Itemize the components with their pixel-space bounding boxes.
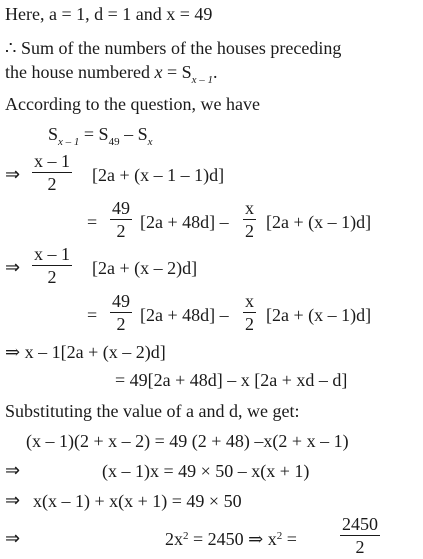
denominator: 2 <box>245 221 254 241</box>
text-part: = S <box>162 62 192 82</box>
denominator: 2 <box>245 314 254 334</box>
denominator: 2 <box>116 221 126 241</box>
equation-step-4-end: [2a + (x – 1)d] <box>266 305 372 325</box>
house-number-line <box>5 61 218 86</box>
denominator: 2 <box>47 267 57 287</box>
implies-arrow: ⇒ <box>5 257 21 278</box>
equals-sign: = <box>87 305 98 325</box>
implies-arrow: ⇒ <box>5 528 21 549</box>
text-part: = 2450 ⇒ x <box>188 529 277 549</box>
equation-step-4-mid: [2a + 48d] – <box>140 305 229 325</box>
numerator: x <box>245 291 254 311</box>
given-values-line: Here, a = 1, d = 1 and x = 49 <box>5 4 213 24</box>
text-part: . <box>213 62 218 82</box>
implies-arrow: ⇒ <box>5 460 21 481</box>
sum-statement-line: ∴ Sum of the numbers of the houses preceding <box>5 38 342 58</box>
equals-sign: = <box>87 212 98 232</box>
equation-step-2-end: [2a + (x – 1)d] <box>266 212 372 232</box>
equation-step-3: [2a + (x – 2)d] <box>92 258 198 278</box>
fraction-x-minus-1 <box>32 243 72 288</box>
numerator: x – 1 <box>34 151 70 171</box>
numerator: 2450 <box>342 514 378 534</box>
numerator: x – 1 <box>34 244 70 264</box>
subscript: x – 1 <box>191 74 214 86</box>
fraction-49 <box>110 290 132 335</box>
numerator: 49 <box>112 198 130 218</box>
superscript: 2 <box>276 530 283 542</box>
equation-step-2-mid: [2a + 48d] – <box>140 212 229 232</box>
equation-step-7: (x – 1)(2 + x – 2) = 49 (2 + 48) –x(2 + x – 1) <box>26 431 349 451</box>
equation-step-8: (x – 1)x = 49 × 50 – x(x + 1) <box>102 461 310 481</box>
variable-x: x <box>154 62 163 82</box>
subscript: x – 1 <box>58 136 80 148</box>
text-part: S <box>48 124 59 144</box>
superscript: 2 <box>183 530 189 542</box>
text-part: – S <box>119 124 148 144</box>
fraction-49 <box>110 197 132 242</box>
subscript: 49 <box>108 136 120 148</box>
fraction-x <box>243 290 256 335</box>
denominator: 2 <box>355 537 365 557</box>
equation-step-6: = 49[2a + 48d] – x [2a + xd – d] <box>115 370 348 390</box>
text-part: = <box>282 529 297 549</box>
denominator: 2 <box>116 314 126 334</box>
numerator: x <box>245 198 254 218</box>
subscript: x <box>147 136 153 148</box>
fraction-x <box>243 197 256 242</box>
equation-step-9: x(x – 1) + x(x + 1) = 49 × 50 <box>33 491 242 511</box>
equation-step-5: ⇒ x – 1[2a + (x – 2)d] <box>5 342 166 362</box>
substitution-line: Substituting the value of a and d, we get: <box>5 401 300 421</box>
text-part: = S <box>79 124 109 144</box>
implies-arrow: ⇒ <box>5 164 21 185</box>
equation-step-1: [2a + (x – 1 – 1)d] <box>92 165 225 185</box>
text-part: 2x <box>165 529 183 549</box>
question-line: According to the question, we have <box>5 94 260 114</box>
numerator: 49 <box>112 291 130 311</box>
implies-arrow: ⇒ <box>5 490 21 511</box>
sum-equation-line <box>48 123 153 148</box>
fraction-2450 <box>340 513 380 558</box>
denominator: 2 <box>47 174 57 194</box>
fraction-x-minus-1 <box>32 150 72 195</box>
equation-step-10 <box>165 528 297 550</box>
text-part: the house numbered <box>5 62 155 82</box>
